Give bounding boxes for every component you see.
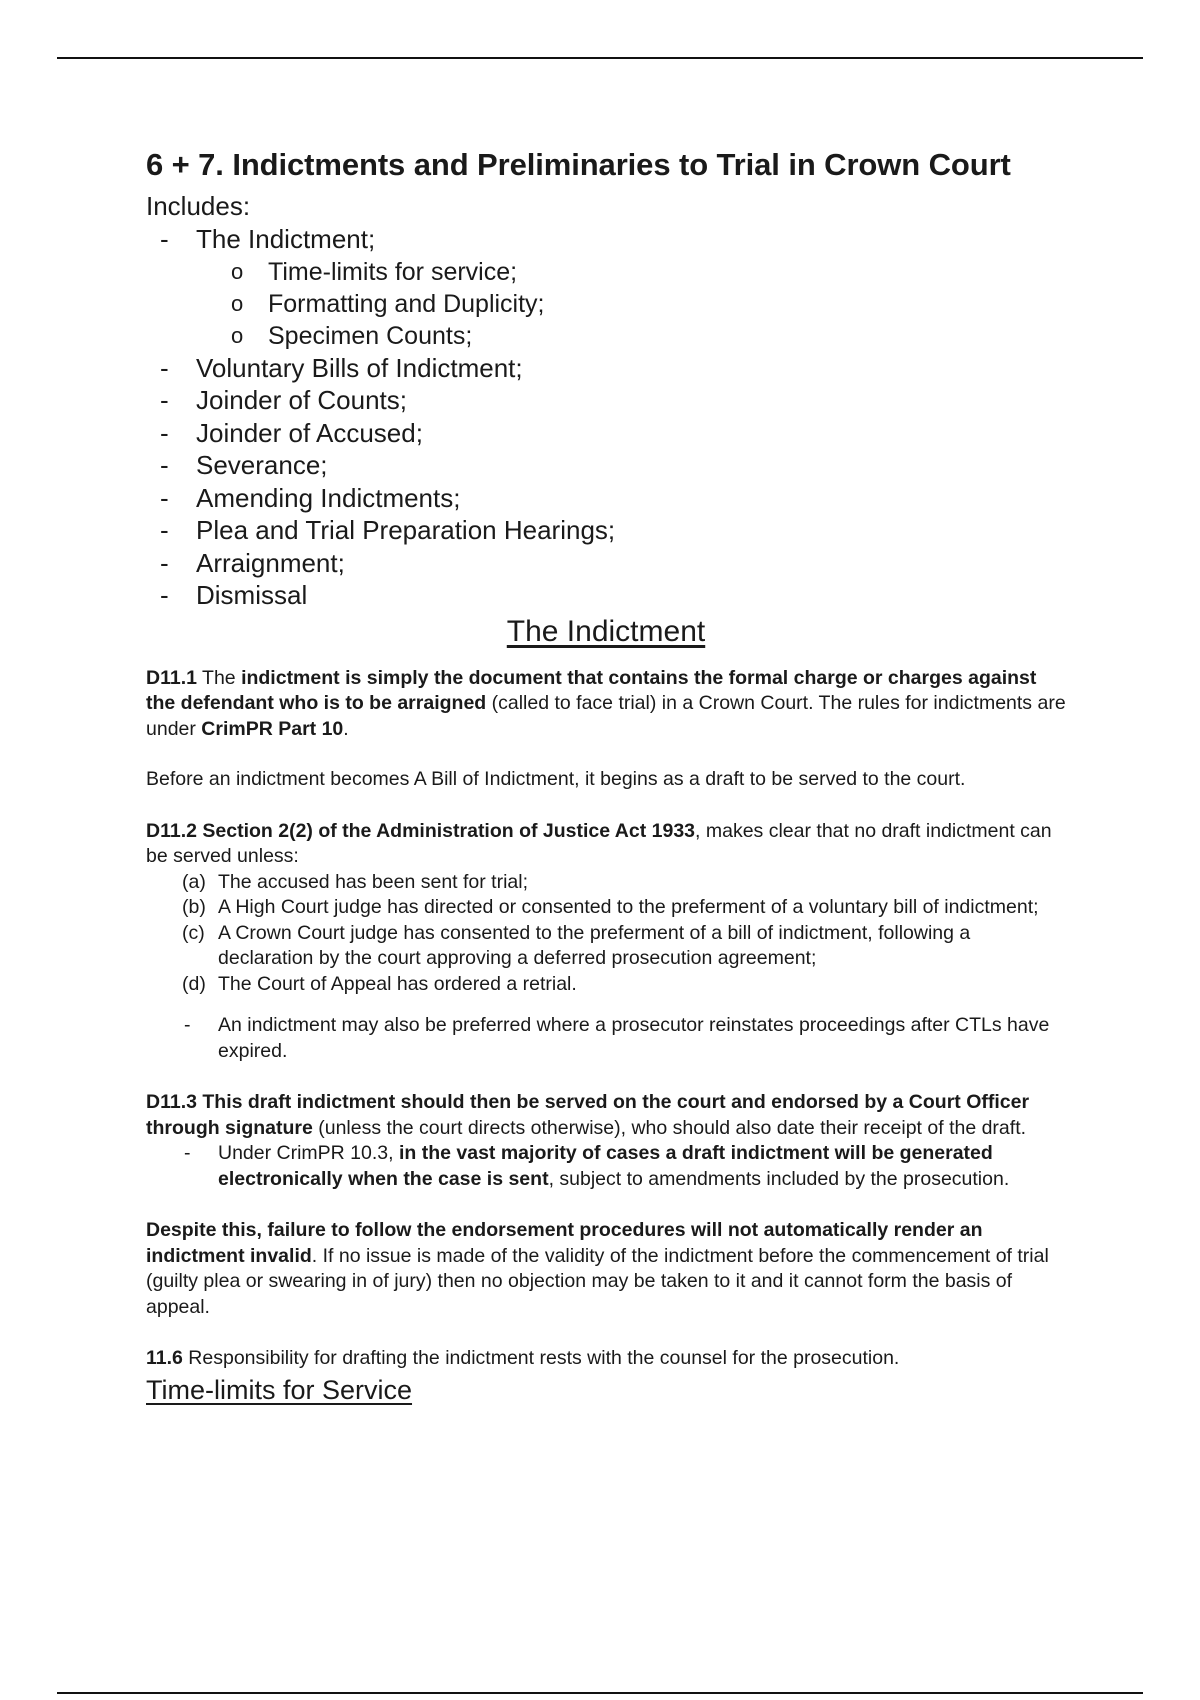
contents-item-label: Joinder of Accused;	[196, 417, 423, 448]
note-list	[146, 1141, 1066, 1192]
list-item-text: The accused has been sent for trial;	[218, 870, 529, 893]
list-item-text: A High Court judge has directed or consented to the preferment of a voluntary bill of indictment;	[218, 896, 1039, 918]
contents-sublist	[196, 256, 1066, 352]
paragraph-d11-1	[146, 666, 1066, 743]
dash-bullet: -	[160, 482, 169, 513]
circle-bullet: o	[231, 322, 244, 348]
dash-bullet: -	[184, 1142, 191, 1164]
dash-bullet: -	[160, 580, 169, 610]
conditions-list	[146, 870, 1066, 998]
contents-item-label: Plea and Trial Preparation Hearings;	[196, 515, 616, 545]
circle-bullet: o	[231, 290, 244, 316]
paragraph-bold-text: CrimPR Part 10	[201, 717, 344, 740]
contents-subitem-label: Time-limits for service;	[268, 257, 518, 286]
paragraph-despite	[146, 1218, 1066, 1320]
paragraph-text: , makes clear that no draft indictment can be served unless:	[146, 819, 1052, 867]
contents-item	[146, 384, 1066, 417]
dash-bullet: -	[160, 515, 169, 545]
contents-item-indictment	[146, 223, 1066, 352]
paragraph-ref: 11.6	[146, 1347, 183, 1369]
contents-subitem	[146, 320, 1066, 352]
list-item	[146, 870, 1066, 896]
contents-item-label: Joinder of Counts;	[196, 385, 408, 415]
dash-bullet: -	[160, 352, 169, 383]
list-item	[146, 1013, 1066, 1064]
contents-item	[146, 352, 1066, 385]
list-item-text: The Court of Appeal has ordered a retrial.	[218, 972, 577, 995]
includes-label: Includes:	[146, 191, 251, 221]
bottom-rule	[57, 1692, 1143, 1694]
dash-bullet: -	[160, 450, 169, 480]
paragraph-text: . If no issue is made of the validity of the indictment before the commencement of trial (guilty plea or swearing in of jury) then no objection may be taken to it and it cannot form the basis of appeal.	[146, 1244, 1049, 1318]
contents-item-label: Arraignment;	[196, 547, 345, 578]
list-item	[146, 972, 1066, 998]
list-item-bold-text: in the vast majority of cases a draft indictment will be generated electronically when the case is sent	[218, 1142, 993, 1190]
dash-bullet: -	[160, 385, 169, 415]
paragraph-ref: D11.1	[146, 666, 197, 689]
list-item-label: (c)	[182, 921, 205, 944]
paragraph-d11-2	[146, 819, 1066, 870]
paragraph-text: Responsibility for drafting the indictment rests with the counsel for the prosecution.	[182, 1347, 900, 1369]
paragraph-d11-3	[146, 1090, 1066, 1141]
contents-subitem	[146, 288, 1066, 320]
note-list	[146, 1013, 1066, 1064]
paragraph-bold-text: indictment is simply the document that contains the formal charge or charges against the defendant who is to be arraigned	[146, 666, 1037, 714]
paragraph-text: The	[196, 666, 242, 689]
list-item	[146, 921, 1066, 972]
list-item-text: A Crown Court judge has consented to the preferment of a bill of indictment, following a declaration by the court approving a deferred prosecution agreement;	[218, 921, 971, 969]
list-item-label: (b)	[182, 896, 206, 918]
dash-bullet: -	[160, 547, 169, 578]
contents-item-label: Voluntary Bills of Indictment;	[196, 352, 523, 383]
contents-list	[146, 223, 1066, 612]
contents-item	[146, 547, 1066, 580]
dash-bullet: -	[160, 417, 169, 448]
list-item	[146, 1141, 1066, 1192]
paragraph-text: (unless the court directs otherwise), who should also date their receipt of the draft.	[312, 1116, 1027, 1139]
contents-item-label: Dismissal	[196, 580, 308, 610]
contents-item	[146, 514, 1066, 547]
contents-item	[146, 449, 1066, 482]
list-item-text: , subject to amendments included by the prosecution.	[548, 1167, 1010, 1190]
contents-item-label: Amending Indictments;	[196, 482, 461, 513]
list-item	[146, 895, 1066, 921]
section-heading-time-limits: Time-limits for Service	[146, 1374, 413, 1405]
contents-item	[146, 482, 1066, 515]
document-page	[146, 143, 1066, 1408]
paragraph-bold-text: Despite this, failure to follow the endorsement procedures will not automatically render an indictment invalid	[146, 1219, 983, 1267]
paragraph-draft: Before an indictment becomes A Bill of Indictment, it begins as a draft to be served to the court.	[146, 768, 966, 790]
list-item-label: (a)	[182, 870, 206, 893]
list-item-text: An indictment may also be preferred where a prosecutor reinstates proceedings after CTLs have expired.	[218, 1014, 1050, 1062]
top-rule	[57, 57, 1143, 59]
paragraph-bold-text: D11.3 This draft indictment should then be served on the court and endorsed by a Court Officer through signature	[146, 1091, 1030, 1139]
page-title: 6 + 7. Indictments and Preliminaries to Trial in Crown Court	[146, 147, 1011, 182]
paragraph-text: (called to face trial) in a Crown Court. The rules for indictments are under	[146, 692, 1066, 740]
paragraph-bold-text: D11.2 Section 2(2) of the Administration of Justice Act 1933	[146, 819, 696, 842]
paragraph-11-6	[146, 1346, 1066, 1372]
contents-subitem	[146, 256, 1066, 288]
contents-item	[146, 579, 1066, 612]
list-item-text: Under CrimPR 10.3,	[218, 1142, 399, 1164]
circle-bullet: o	[231, 258, 244, 284]
contents-subitem-label: Specimen Counts;	[268, 321, 473, 350]
dash-bullet: -	[184, 1014, 191, 1036]
contents-item-label: The Indictment;	[196, 224, 376, 254]
contents-subitem-label: Formatting and Duplicity;	[268, 289, 545, 318]
section-heading-indictment: The Indictment	[506, 614, 706, 648]
list-item-label: (d)	[182, 972, 206, 995]
dash-bullet: -	[160, 224, 169, 254]
contents-item-label: Severance;	[196, 450, 328, 480]
paragraph-text: .	[343, 717, 349, 740]
contents-item	[146, 417, 1066, 450]
